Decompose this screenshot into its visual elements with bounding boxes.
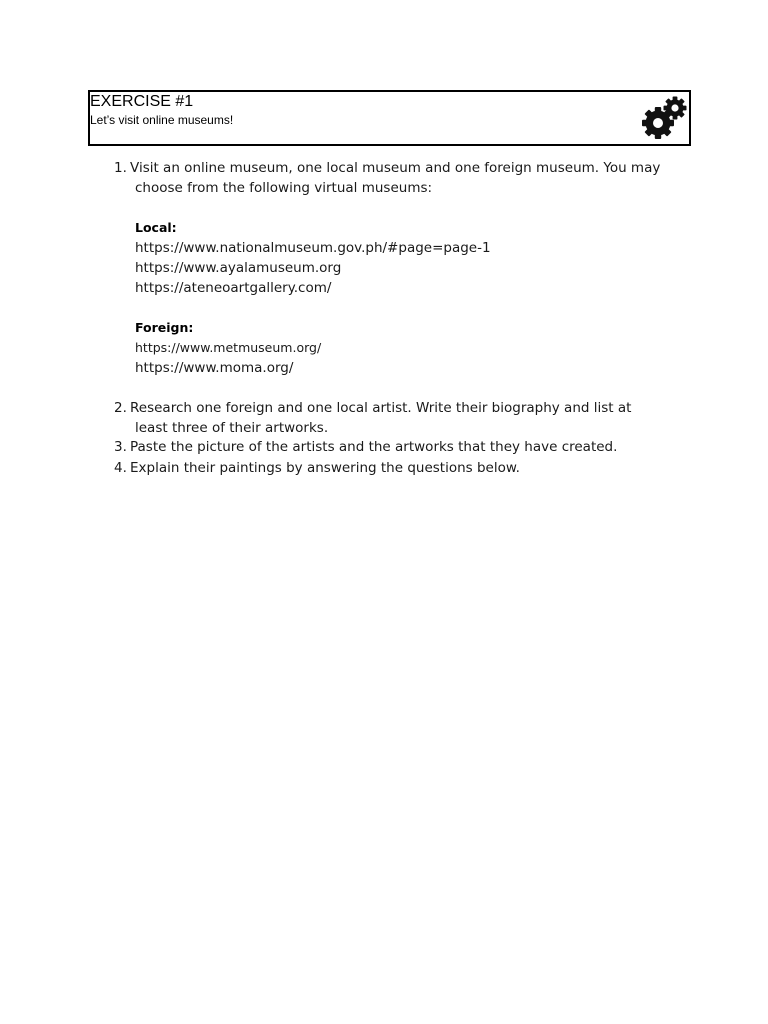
foreign-museum-link[interactable]: https://www.moma.org/ bbox=[135, 360, 294, 376]
local-label: Local: bbox=[135, 220, 177, 235]
exercise-subtitle: Let’s visit online museums! bbox=[90, 113, 234, 127]
instruction-3-line-1: Paste the picture of the artists and the artworks that they have created. bbox=[130, 439, 618, 455]
foreign-museum-link[interactable]: https://www.metmuseum.org/ bbox=[135, 340, 322, 355]
exercise-header bbox=[88, 90, 691, 146]
exercise-title: EXERCISE #1 bbox=[90, 93, 194, 110]
local-museum-link[interactable]: https://www.nationalmuseum.gov.ph/#page=page-1 bbox=[135, 240, 491, 256]
list-number-4: 4. bbox=[114, 460, 127, 476]
list-number-2: 2. bbox=[114, 400, 127, 416]
list-number-1: 1. bbox=[114, 160, 127, 176]
instruction-2-line-1: Research one foreign and one local artist. Write their biography and list at bbox=[130, 400, 632, 416]
foreign-label: Foreign: bbox=[135, 320, 194, 335]
local-museum-link[interactable]: https://ateneoartgallery.com/ bbox=[135, 280, 332, 296]
instruction-2-line-2: least three of their artworks. bbox=[135, 420, 329, 436]
list-number-3: 3. bbox=[114, 439, 127, 455]
instruction-1-line-2: choose from the following virtual museums: bbox=[135, 180, 433, 196]
instruction-1-line-1: Visit an online museum, one local museum and one foreign museum. You may bbox=[130, 160, 661, 176]
instruction-4-line-1: Explain their paintings by answering the questions below. bbox=[130, 460, 520, 476]
local-museum-link[interactable]: https://www.ayalamuseum.org bbox=[135, 260, 342, 276]
gears-icon bbox=[641, 95, 687, 141]
